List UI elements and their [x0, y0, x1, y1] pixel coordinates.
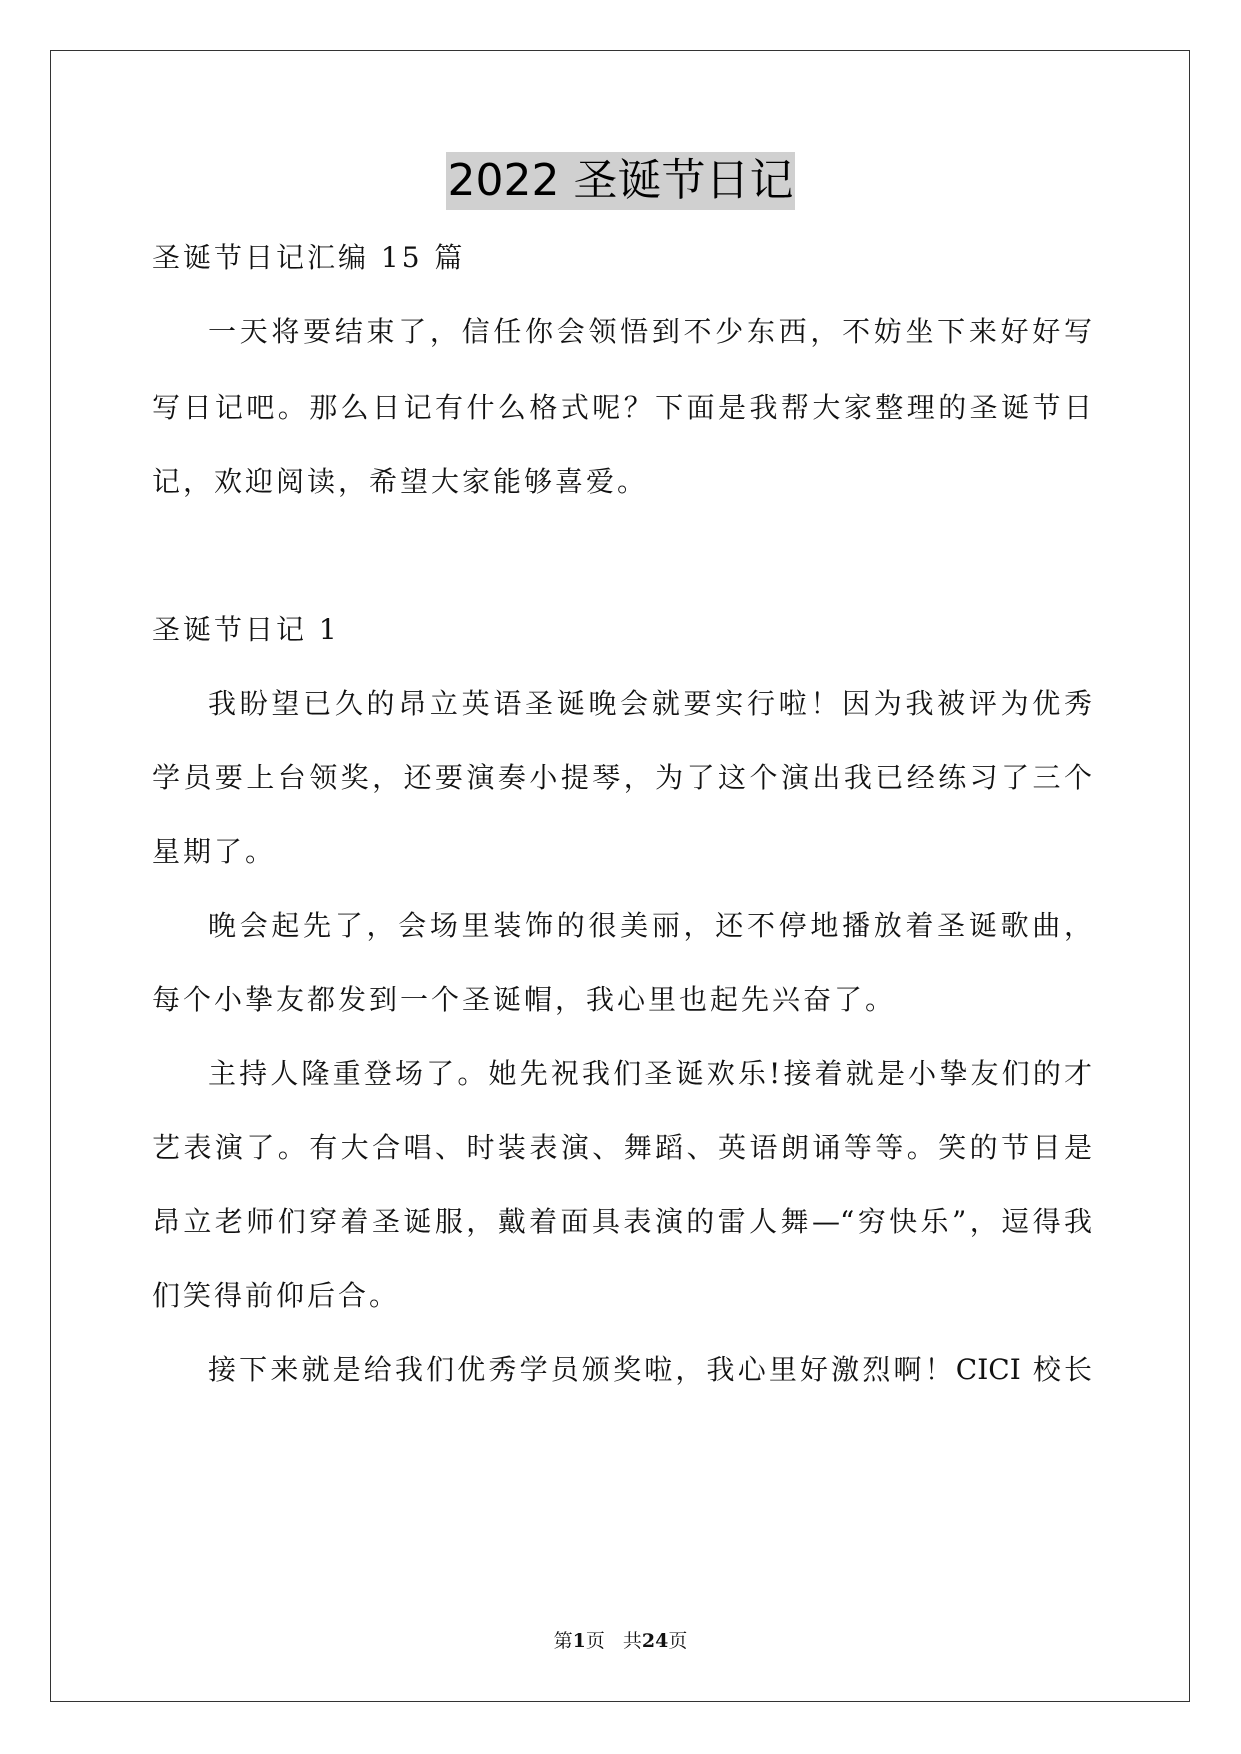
paragraph-line: 写日记吧。那么日记有什么格式呢？下面是我帮大家整理的圣诞节日	[152, 391, 1092, 424]
section-heading: 圣诞节日记 1	[152, 613, 340, 646]
paragraph-line: 记，欢迎阅读，希望大家能够喜爱。	[152, 465, 649, 498]
paragraph-line: 我盼望已久的昂立英语圣诞晚会就要实行啦！因为我被评为优秀	[208, 687, 1092, 720]
page-footer	[0, 1628, 1241, 1654]
total-label-suffix: 页	[668, 1630, 688, 1652]
paragraph-line: 晚会起先了，会场里装饰的很美丽，还不停地播放着圣诞歌曲，	[208, 909, 1092, 942]
total-label-prefix: 共	[622, 1630, 642, 1652]
paragraph-line: 每个小挚友都发到一个圣诞帽，我心里也起先兴奋了。	[152, 983, 897, 1016]
paragraph-line: 主持人隆重登场了。她先祝我们圣诞欢乐!接着就是小挚友们的才	[208, 1057, 1092, 1090]
document-title: 2022 圣诞节日记	[446, 152, 796, 210]
paragraph-line: 昂立老师们穿着圣诞服，戴着面具表演的雷人舞—“穷快乐”，逗得我	[152, 1205, 1092, 1238]
paragraph-line: 星期了。	[152, 835, 277, 868]
paragraph-line: 接下来就是给我们优秀学员颁奖啦，我心里好激烈啊！CICI 校长	[208, 1353, 1092, 1386]
page-border	[50, 50, 1190, 1702]
page-label-prefix: 第	[553, 1630, 573, 1652]
paragraph-line: 们笑得前仰后合。	[152, 1279, 401, 1312]
paragraph-line: 学员要上台领奖，还要演奏小提琴，为了这个演出我已经练习了三个	[152, 761, 1092, 794]
subtitle: 圣诞节日记汇编 15 篇	[152, 241, 466, 274]
current-page-number: 1	[572, 1630, 586, 1652]
paragraph-line: 一天将要结束了，信任你会领悟到不少东西，不妨坐下来好好写	[208, 315, 1092, 348]
paragraph-line: 艺表演了。有大合唱、时装表演、舞蹈、英语朗诵等等。笑的节目是	[152, 1131, 1092, 1164]
total-page-count: 24	[641, 1630, 669, 1652]
title-container	[0, 152, 1241, 210]
page-label-suffix: 页	[585, 1630, 605, 1652]
